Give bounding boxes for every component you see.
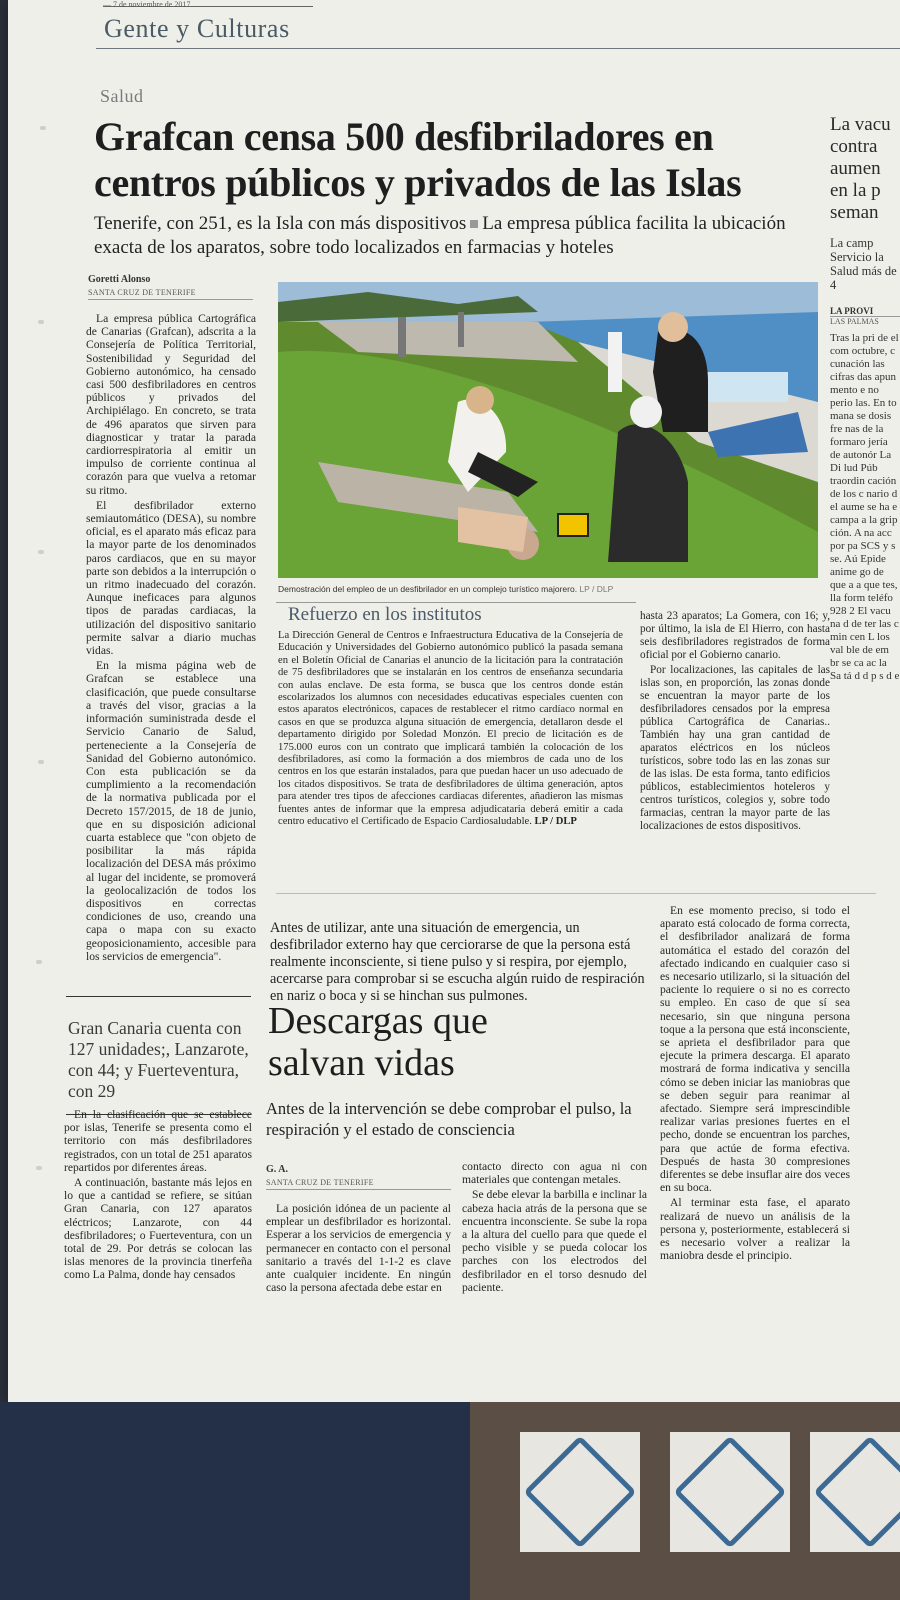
paragraph: La posición idónea de un paciente al emplear un desfibrilador es horizontal. Esperar a los servicios de emergencia y permanecer en contacto con el personal sanitario a través del 1-1-2 es clave ante cualquier incidente. En ningún caso la persona afectada debe estar en <box>266 1202 451 1295</box>
article-deck <box>94 212 814 260</box>
paragraph: Se debe elevar la barbilla e inclinar la cabeza hacia atrás de la persona que se encuentra inconsciente. Se sube la ropa a la altura del cuello para que quede el pecho visible y se pueda colocar los parches con los electrodos del desfibrilador en el torso desnudo del paciente. <box>462 1188 647 1294</box>
paragraph: A continuación, bastante más lejos en lo que a cantidad se refiere, se sitúan Gran Canaria, con 127 aparatos eléctricos; Lanzarote, con 44 desfibriladores; o Fuerteventura, con un total de 29. Por detrás se colocan las islas menores de la provincia tinerfeña como La Palma, donde hay censados <box>64 1176 252 1282</box>
box-column-b <box>640 610 830 888</box>
second-headline: Descargas que salvan vidas <box>268 1000 488 1084</box>
background-floor <box>470 1402 900 1600</box>
floor-tile <box>810 1432 900 1552</box>
paragraph: La empresa pública Cartográfica de Canarias (Grafcan), adscrita a la Consejería de Política Territorial, Sostenibilidad y Seguridad del Gobierno autonómico, ha censado casi 500 desfibriladores en centros públicos y privados del Archipiélago. En concreto, se trata de 496 aparatos que sirven para diagnosticar y tratar la parada cardiorrespiratoria al emitir un impulso de corriente continua al corazón para que vuelva a retomar su ritmo. <box>86 312 256 497</box>
newspaper-page <box>8 0 900 1402</box>
paragraph: hasta 23 aparatos; La Gomera, con 16; y, por último, la isla de El Hierro, con hasta seis desfibriladores registrados de forma oficial por el Gobierno canario. <box>640 610 830 661</box>
kicker: Salud <box>100 86 144 106</box>
binder-hole <box>36 960 42 964</box>
adjacent-headline: La vacu contra aumen en la p seman <box>830 114 891 223</box>
photo-defibrillator-demo <box>278 282 818 578</box>
subhead-rule-top <box>66 996 251 997</box>
second-author: G. A. <box>266 1164 288 1175</box>
square-bullet-icon <box>470 220 478 228</box>
deck-part1: Tenerife, con 251, es la Isla con más dispositivos <box>94 213 467 234</box>
dateline: SANTA CRUZ DE TENERIFE <box>88 288 253 300</box>
box-rule <box>276 602 636 603</box>
box-title: Refuerzo en los institutos <box>288 604 482 625</box>
binder-hole <box>38 320 44 324</box>
second-intro: Antes de utilizar, ante una situación de emergencia, un desfibrilador externo hay que cerciorarse de que la persona está realmente inconsciente, si tiene pulso y si respira, por ejemplo, acercarse para comprobar si se escucha algún ruido de respiración en nariz o boca y si se hinchan sus pulmones. <box>270 920 645 1004</box>
paragraph: contacto directo con agua ni con materiales que contengan metales. <box>462 1160 647 1187</box>
second-deck: Antes de la intervención se debe comprobar el pulso, la respiración y el estado de consciencia <box>266 1099 632 1139</box>
column-1b <box>64 1108 252 1336</box>
caption-text: Demostración del empleo de un desfibrilador en un complejo turístico majorero. <box>278 584 578 594</box>
binder-hole <box>36 1166 42 1170</box>
adjacent-source: LA PROVI <box>830 306 900 317</box>
second-column-b <box>462 1160 647 1360</box>
tile-pattern <box>673 1435 786 1548</box>
caption-credit: LP / DLP <box>579 584 614 594</box>
paragraph: El desfibrilador externo semiautomático (DESA), su nombre oficial, es el aparato más eficaz para la mayor parte de los denominados paros cardiacos, que en su mayor parte son debidos a la interrupción o un ritmo inadecuado del corazón. Aunque ineficaces para algunos tipos de paradas cardiacas, la utilización del dispositivo sanitario permite salvar a diario muchas vidas. <box>86 498 256 658</box>
author: Goretti Alonso <box>88 274 151 285</box>
subhead-box: Gran Canaria cuenta con 127 unidades;, Lanzarote, con 44; y Fuerteventura, con 29 <box>68 1018 249 1101</box>
article-headline: Grafcan censa 500 desfibriladores en centros públicos y privados de las Islas <box>94 114 742 205</box>
paragraph <box>278 630 623 829</box>
tile-pattern <box>523 1435 636 1548</box>
paragraph: Al terminar esta fase, el aparato realizará de nuevo un análisis de la persona y, posteriormente, establecerá si es necesario volver a realizar la maniobra desde el principio. <box>660 1196 850 1263</box>
column-1 <box>86 312 256 988</box>
page-top-strip: — 7 de noviembre de 2017 <box>103 0 313 7</box>
binder-hole <box>38 760 44 764</box>
deck-part2: La empresa pública facilita la ubicación exacta de los aparatos, sobre todo localizados en farmacias y hoteles <box>94 213 786 258</box>
paragraph: En ese momento preciso, si todo el aparato está colocado de forma correcta, el desfibrilador analizará de forma automática el estado del corazón del afectado indicando en cualquier caso si es necesario utilizarlo, si la situación del paciente lo requiere o si no es correcto su empleo. En caso de que sí sea necesario, sin que ninguna persona toque a la persona que está inconsciente, se aprieta el desfibrilador para que ejecute la primera descarga. El aparato mostrará de forma indicativa y sencilla cómo se deben iniciar las maniobras que se deben seguir para reanimar al afectado. Siempre será imprescindible realizar varias presiones fuertes en el pecho, donde se encuentran los parches, para que actúe de forma efectiva. Después de hasta 30 compresiones diferentes se debe insuflar aire dos veces en su boca. <box>660 904 850 1195</box>
adjacent-body: Tras la pri de el com octubre, c cunación las cifras das apun mento e no perio las. En to mana se dosis fre nas de la formaro jería de autonór La Di lud Púb traordin cación de los c nario d el aume se ha e campa a la grip ción. A na acc por pa SCS y s se. Aú Epide anime go de que a a que tes, lla form teléfo 928 2 El vacu na d de ter las c min cen L los val ble de em br se ca ac la Sa tá d d p s d e <box>830 332 900 682</box>
second-column-a <box>266 1202 451 1362</box>
adjacent-source-place: LAS PALMAS <box>830 317 879 326</box>
adjacent-article <box>830 114 900 1332</box>
section-title: Gente y Culturas <box>104 14 290 43</box>
photo-illustration <box>278 282 818 578</box>
floor-tile <box>670 1432 790 1552</box>
paragraph: Por localizaciones, las capitales de las islas son, en proporción, las zonas donde se encuentran la mayor parte de los desfibriladores censados por la empresa pública Cartográfica de Canarias.. También hay una gran cantidad de aparatos eléctricos en los núcleos turísticos, sobre todo las en las zonas sur de las islas. De esta forma, tanto edificios públicos, establecimientos hoteleros y centros turísticos, colegios y, sobre todo farmacias, centran la mayor parte de las localizaciones de estos dispositivos. <box>640 664 830 832</box>
binder-hole <box>40 126 46 130</box>
tile-pattern <box>813 1435 900 1548</box>
second-column-c <box>660 904 850 1352</box>
photo-caption <box>278 584 818 594</box>
second-dateline: SANTA CRUZ DE TENERIFE <box>266 1178 451 1190</box>
floor-tile <box>520 1432 640 1552</box>
box-rule-bottom <box>276 893 876 894</box>
box-credit: LP / DLP <box>534 816 577 828</box>
paragraph: En la clasificación que se establece por islas, Tenerife se presenta como el territorio con más desfibriladores registrados, con un total de 251 aparatos repartidos por diferentes áreas. <box>64 1108 252 1174</box>
box-column-a <box>278 630 623 888</box>
box-text: La Dirección General de Centros e Infraestructura Educativa de la Consejería de Educación y Universidades del Gobierno autonómico publicó la pasada semana en el Boletín Oficial de Canarias el anuncio de la licitación para la contratación de 75 desfibriladores que se instalarán en los centros de enseñanza secundaria con aulas enclave. De esta forma, se busca que los centros donde están escolarizados los alumnos con necesidades educativas especiales cuenten con estos aparatos electrónicos, capaces de restablecer el ritmo cardíaco normal en casos en que se produzca alguna situación de emergencia, detallaron desde el departamento dirigido por Soledad Monzón. El precio de licitación es de 175.000 euros con un contrato que implicará también la colocación de los desfibriladores, así como la formación a dos miembros de cada uno de los centros en los que estarán instalados, para que puedan hacer un uso adecuado de los citados dispositivos. Se trata de desfibriladores de última generación, aptos para atender tres tipos de afecciones cardiacas diferentes, añadieron las mismas fuentes antes de informar que la empresa adjudicataria deberá emitir a cada centro educativo el Certificado de Espacio Cardiosaludable. <box>278 630 623 828</box>
binder-hole <box>38 550 44 554</box>
paragraph: En la misma página web de Grafcan se establece una clasificación, que puede consultarse a través del visor, gracias a la información suministrada desde el Servicio Canario de Salud, perteneciente a la Consejería de Sanidad del Gobierno autonómico. Con esta publicación se da cumplimiento a la recomendación de la normativa publicada por el Decreto 157/2015, de 18 de junio, que en su disposición adicional cuarta establece que "con objeto de posibilitar la más rápida localización del DESA más próximo al lugar del incidente, se promoverá la geolocalización de todos los dispositivos en correctas condiciones de uso, creando una capa o mapa con su exacto geoposicionamiento, accesible para los servicios de emergencia". <box>86 659 256 963</box>
section-rule <box>96 48 900 49</box>
adjacent-deck: La camp Servicio la Salud más de 4 <box>830 236 897 292</box>
